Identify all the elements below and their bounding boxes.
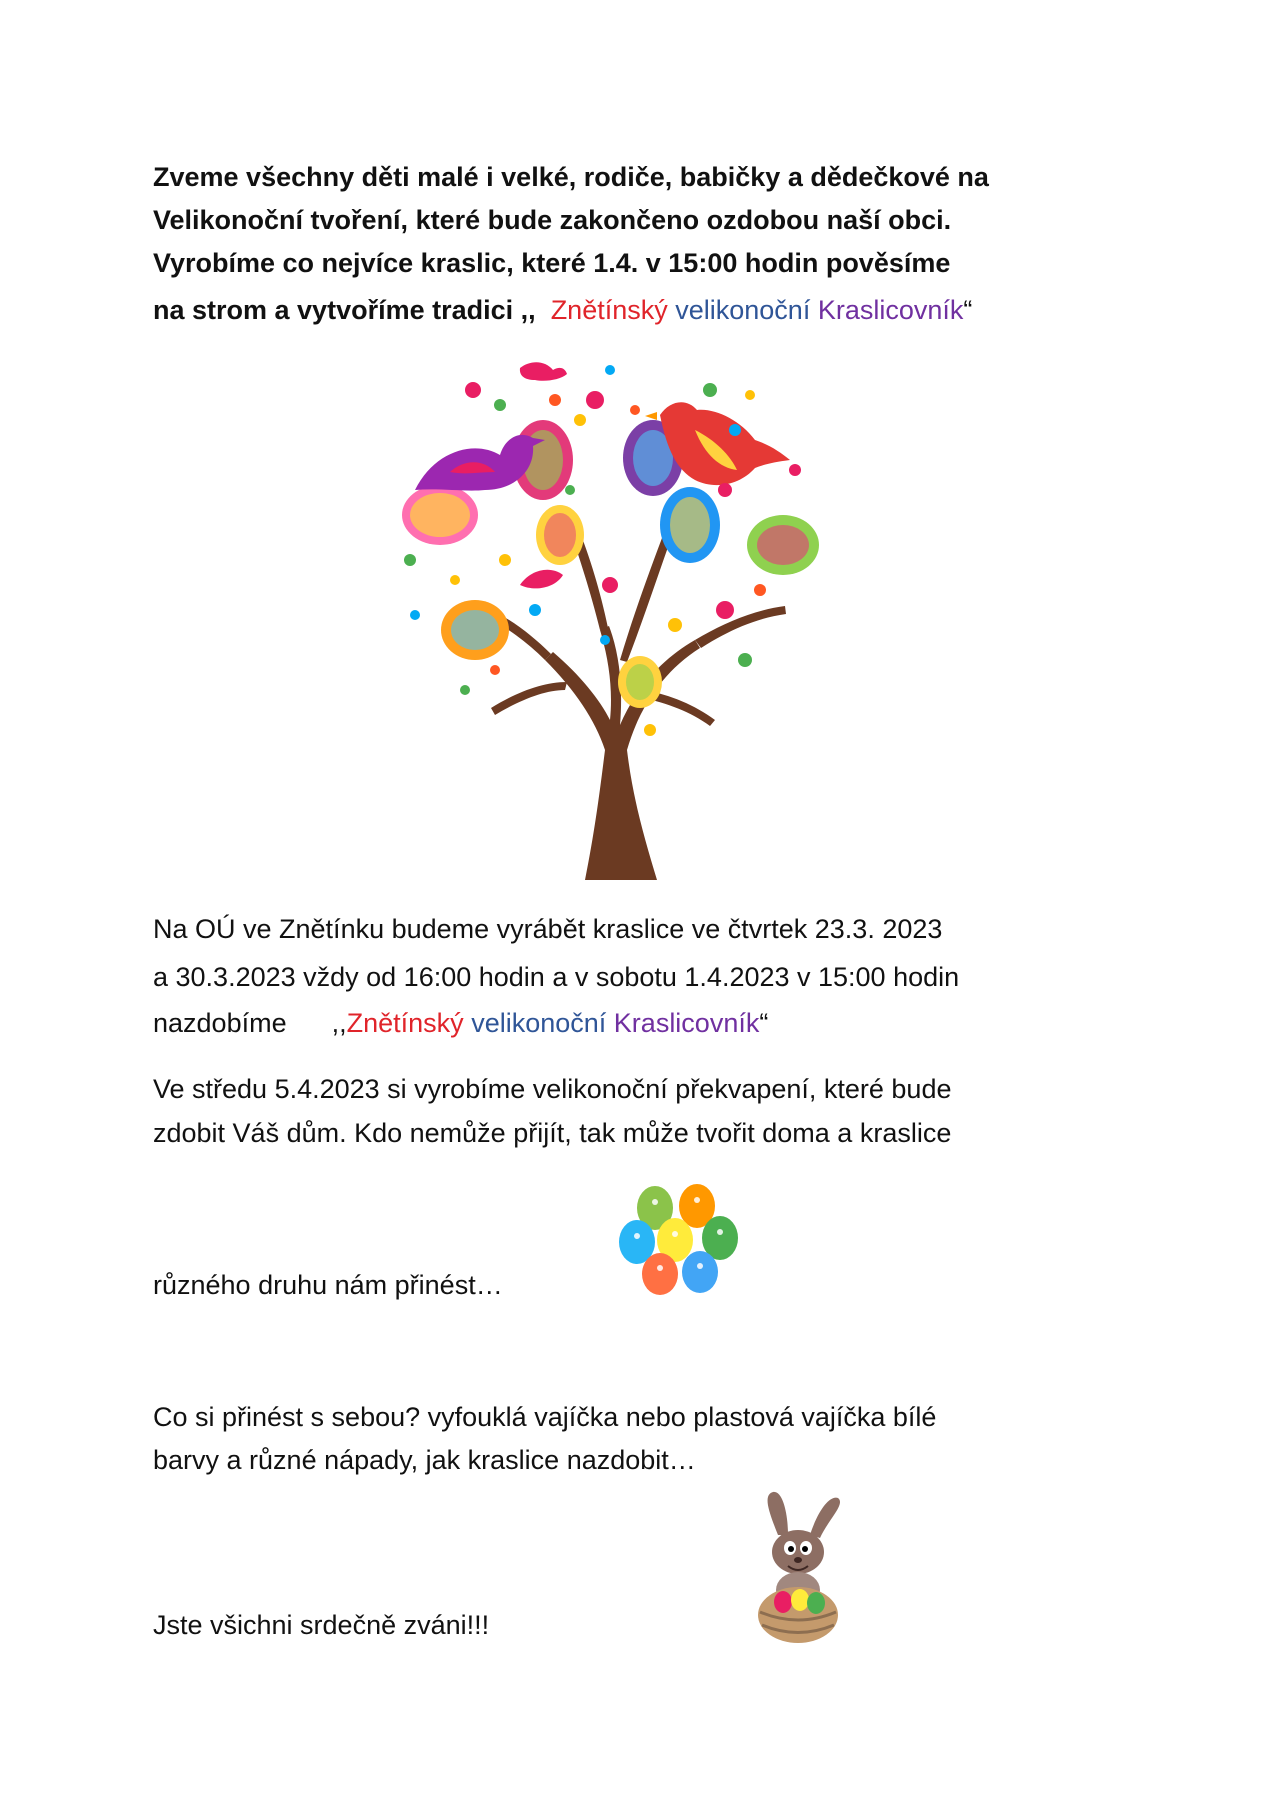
name-word-kraslicovnik: Kraslicovník <box>613 1008 760 1038</box>
easter-tree-icon <box>395 360 845 880</box>
schedule-line-1: Na OÚ ve Znětínku budeme vyrábět kraslice ve čtvrtek 23.3. 2023 <box>153 914 943 944</box>
name-word-velikonocni: velikonoční <box>471 1008 607 1038</box>
schedule-line-3-text: nazdobíme <box>153 1008 332 1038</box>
schedule-line-2: a 30.3.2023 vždy od 16:00 hodin a v sobotu 1.4.2023 v 15:00 hodin <box>153 962 960 992</box>
surprise-line-2: zdobit Váš dům. Kdo nemůže přijít, tak může tvořit doma a kraslice <box>153 1118 952 1148</box>
bring-line-2: barvy a různé nápady, jak kraslice nazdobit… <box>153 1445 696 1475</box>
close-quote: “ <box>759 1008 769 1038</box>
open-quote: ,, <box>520 295 536 325</box>
intro-line-1: Zveme všechny děti malé i velké, rodiče, babičky a dědečkové na <box>153 162 989 192</box>
intro-line-2: Velikonoční tvoření, které bude zakončeno ozdobou naší obci. <box>153 205 952 235</box>
closing-line: Jste všichni srdečně zváni!!! <box>153 1610 490 1640</box>
schedule-line-3 <box>153 1006 768 1040</box>
bring-line-1: Co si přinést s sebou? vyfouklá vajíčka nebo plastová vajíčka bílé <box>153 1402 937 1432</box>
intro-line-3: Vyrobíme co nejvíce kraslic, které 1.4. v 15:00 hodin pověsíme <box>153 248 951 278</box>
name-word-znetinsky: Znětínský <box>346 1008 464 1038</box>
close-quote: “ <box>963 295 973 325</box>
name-word-znetinsky: Znětínský <box>550 295 668 325</box>
intro-line-4 <box>153 293 972 327</box>
intro-line-4-text: na strom a vytvoříme tradici <box>153 295 521 325</box>
surprise-line-1: Ve středu 5.4.2023 si vyrobíme velikonoční překvapení, které bude <box>153 1074 952 1104</box>
name-word-velikonocni: velikonoční <box>675 295 811 325</box>
open-quote: ,, <box>331 1008 347 1038</box>
easter-bunny-icon <box>748 1490 848 1650</box>
easter-eggs-icon <box>615 1180 755 1300</box>
name-word-kraslicovnik: Kraslicovník <box>817 295 964 325</box>
surprise-line-3: různého druhu nám přinést… <box>153 1270 503 1300</box>
